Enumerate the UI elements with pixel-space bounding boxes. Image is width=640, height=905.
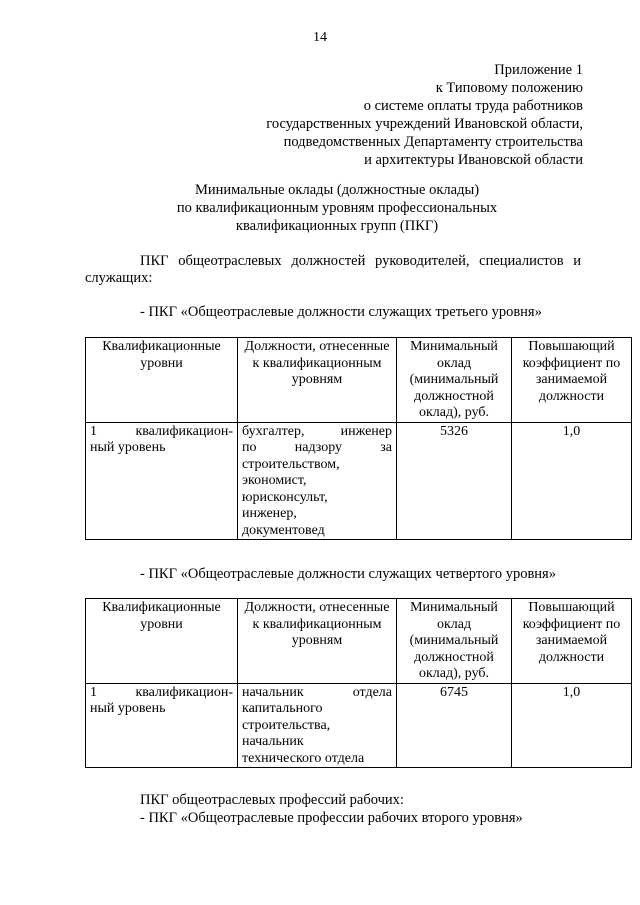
header-positions: Должности, отнесенные к квалификационным уровням <box>238 599 397 684</box>
cell-min-salary: 5326 <box>397 422 512 540</box>
cell-coefficient: 1,0 <box>512 683 632 768</box>
appendix-line: подведомственных Департаменту строительства <box>283 134 583 150</box>
salary-table <box>85 337 632 540</box>
cell-qualification-level: 1 квалификацион- ный уровень <box>86 683 238 768</box>
cell-positions: начальник отдела капитального строительства, начальник технического отдела <box>238 683 397 768</box>
header-qualification-levels: Квалификационные уровни <box>86 599 238 684</box>
title-line: Минимальные оклады (должностные оклады) <box>194 182 480 198</box>
salary-table <box>85 598 632 768</box>
cell-coefficient: 1,0 <box>512 422 632 540</box>
intro-paragraph: ПКГ общеотраслевых должностей руководителей, специалистов и служащих: <box>85 253 581 286</box>
page-number: 14 <box>313 30 327 45</box>
title-line: квалификационных групп (ПКГ) <box>235 218 439 234</box>
title-line: по квалификационным уровням профессиональных <box>176 200 498 216</box>
table-header-row <box>86 338 632 423</box>
appendix-line: Приложение 1 <box>494 62 583 78</box>
appendix-line: и архитектуры Ивановской области <box>364 152 583 168</box>
appendix-line: государственных учреждений Ивановской области, <box>266 116 583 132</box>
cell-positions: бухгалтер, инженер по надзору за строительством, экономист, юрисконсульт, инженер, документовед <box>238 422 397 540</box>
table-row <box>86 422 632 540</box>
header-min-salary: Минимальный оклад (минимальный должностной оклад), руб. <box>397 599 512 684</box>
cell-qualification-level: 1 квалификацион- ный уровень <box>86 422 238 540</box>
header-coefficient: Повышающий коэффициент по занимаемой должности <box>512 599 632 684</box>
workers-intro: ПКГ общеотраслевых профессий рабочих: <box>140 792 404 808</box>
document-title <box>0 182 640 236</box>
table-header-row <box>86 599 632 684</box>
header-min-salary: Минимальный оклад (минимальный должностной оклад), руб. <box>397 338 512 423</box>
appendix-reference <box>223 62 583 170</box>
header-coefficient: Повышающий коэффициент по занимаемой должности <box>512 338 632 423</box>
section-heading: - ПКГ «Общеотраслевые должности служащих третьего уровня» <box>140 304 542 320</box>
workers-subheading: - ПКГ «Общеотраслевые профессии рабочих второго уровня» <box>140 810 523 826</box>
appendix-line: о системе оплаты труда работников <box>363 98 583 114</box>
cell-min-salary: 6745 <box>397 683 512 768</box>
section-heading: - ПКГ «Общеотраслевые должности служащих четвертого уровня» <box>140 566 556 582</box>
header-qualification-levels: Квалификационные уровни <box>86 338 238 423</box>
header-positions: Должности, отнесенные к квалификационным уровням <box>238 338 397 423</box>
appendix-line: к Типовому положению <box>435 80 583 96</box>
table-row <box>86 683 632 768</box>
